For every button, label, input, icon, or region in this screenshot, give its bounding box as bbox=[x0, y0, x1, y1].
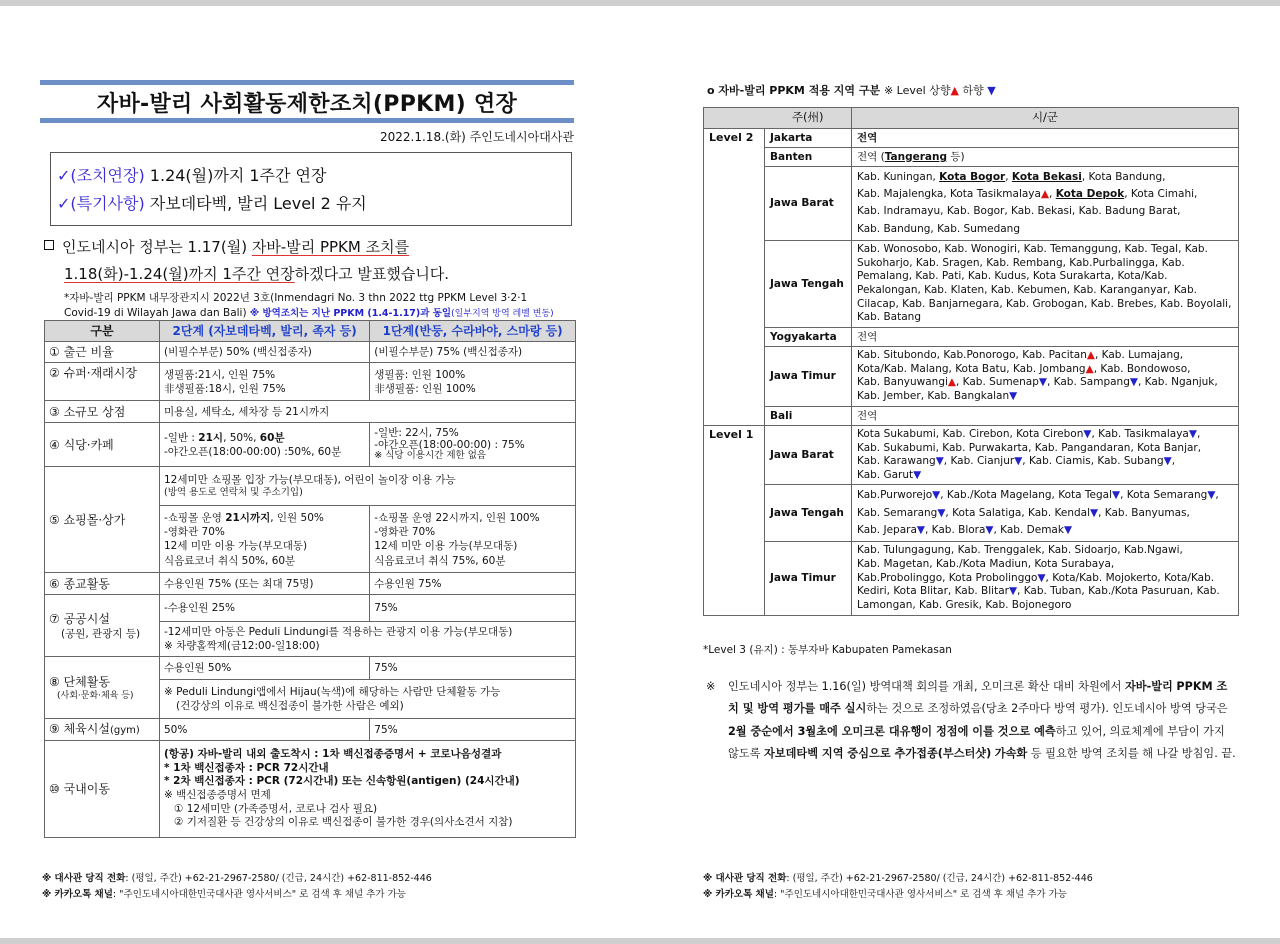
header-level2: 2단계 (자보데타벡, 발리, 족자 등) bbox=[160, 321, 370, 342]
table-row: ⑦ 공공시설 (공원, 관광지 등) -수용인원 25% 75% bbox=[45, 595, 576, 622]
region-section-heading: o 자바-발리 PPKM 적용 지역 구분 ※ Level 상향▲ 하향 ▼ bbox=[707, 84, 996, 97]
table-row: Banten 전역 (Tangerang 등) bbox=[704, 147, 1239, 166]
header-level1: 1단계(반둥, 수라바야, 스마랑 등) bbox=[370, 321, 576, 342]
bottom-frame-border bbox=[0, 938, 1280, 944]
level3-note: *Level 3 (유지) : 동부자바 Kabupaten Pamekasan bbox=[703, 644, 952, 656]
announcement-line-2: 1.18(화)-1.24(월)까지 1주간 연장하겠다고 발표했습니다. bbox=[64, 265, 450, 283]
table-row: ※ Peduli Lindungi앱에서 Hijau(녹색)에 해당하는 사람만 단체활동 가능 (건강상의 이유로 백신접종이 불가한 사람은 예외) bbox=[45, 680, 576, 719]
footer-kakao-right: ※ 카카오톡 채널: "주인도네시아대한민국대사관 영사서비스" 로 검색 후 채널 추가 가능 bbox=[703, 889, 1067, 900]
table-row: ⑨ 체육시설(gym) 50% 75% bbox=[45, 719, 576, 741]
table-row: ⑧ 단체활동 (사회·문화·체육 등) 수용인원 50% 75% bbox=[45, 657, 576, 680]
summary-box bbox=[50, 152, 572, 226]
measures-table bbox=[44, 320, 576, 838]
table-row: ① 출근 비율 (비필수부문) 50% (백신접종자) (비필수부문) 75% (백신접종자) bbox=[45, 342, 576, 363]
header-category: 구분 bbox=[45, 321, 160, 342]
table-row: Jawa Timur Kab. Situbondo, Kab.Ponorogo, Kab. Pacitan▲, Kab. Lumajang, Kota/Kab. Malang, Kota Batu, Kab. Jombang▲, Kab. Bondowoso, Kab. Banyuwangi▲, Kab. Sumenap▼, Kab. Sampang▼, Kab. Nganjuk, Kab. Jember, Kab. Bangkalan▼ bbox=[704, 347, 1239, 407]
level-up-triangle-icon: ▲ bbox=[1040, 188, 1050, 201]
table-row: Jawa Tengah Kab. Wonosobo, Kab. Wonogiri, Kab. Temanggung, Kab. Tegal, Kab. Sukoharjo, Kab. Sragen, Kab. Rembang, Kab.Purbalingga, Kab. Pemalang, Kab. Pati, Kab. Kudus, Kota Surakarta, Kota/Kab. Pekalongan, Kab. Klaten, Kab. Kebumen, Kab. Karanganyar, Kab. Cilacap, Kab. Banjarnegara, Kab. Grobogan, Kab. Brebes, Kab. Boyolali, Kab. Batang bbox=[704, 241, 1239, 328]
table-header-row bbox=[45, 321, 576, 342]
level-down-triangle-icon: ▼ bbox=[987, 84, 996, 97]
footer-phone-left: ※ 대사관 당직 전화: (평일, 주간) +62-21-2967-2580/ (긴급, 24시간) +62-811-852-446 bbox=[42, 873, 432, 884]
footer-phone-right: ※ 대사관 당직 전화: (평일, 주간) +62-21-2967-2580/ (긴급, 24시간) +62-811-852-446 bbox=[703, 873, 1093, 884]
table-row: ⑤ 쇼핑몰·상가 12세미만 쇼핑몰 입장 가능(부모대동), 어린이 놀이장 이용 가능 (방역 용도로 연락처 및 주소기입) bbox=[45, 467, 576, 506]
decree-note-line-1: *자바-발리 PPKM 내무장관지시 2022년 3호(Inmendagri No. 3 thn 2022 ttg PPKM Level 3·2·1 bbox=[64, 292, 528, 304]
table-row: Yogyakarta 전역 bbox=[704, 327, 1239, 346]
table-row: Level 1 Jawa Barat Kota Sukabumi, Kab. Cirebon, Kota Cirebon▼, Kab. Tasikmalaya▼, Kab. Sukabumi, Kab. Purwakarta, Kab. Pangandaran, Kota Banjar, Kab. Karawang▼, Kab. Cianjur▼, Kab. Ciamis, Kab. Subang▼, Kab. Garut▼ bbox=[704, 425, 1239, 485]
decree-note-line-2: Covid-19 di Wilayah Jawa dan Bali) ※ 방역조치는 지난 PPKM (1.4-1.17)과 동일(일부지역 방역 레벨 변동) bbox=[64, 307, 554, 319]
title-top-rule bbox=[40, 80, 574, 85]
table-row: Jawa Tengah Kab.Purworejo▼, Kab./Kota Magelang, Kota Tegal▼, Kota Semarang▼, Kab. Semarang▼, Kota Salatiga, Kab. Kendal▼, Kab. Banyumas, Kab. Jepara▼, Kab. Blora▼, Kab. Demak▼ bbox=[704, 485, 1239, 542]
table-row: Jawa Barat Kab. Kuningan, Kota Bogor, Kota Bekasi, Kota Bandung, Kab. Majalengka, Kota Tasikmalaya▲, Kota Depok, Kota Cimahi, Kab. Indramayu, Kab. Bogor, Kab. Bekasi, Kab. Badung Barat, Kab. Bandung, Kab. Sumedang bbox=[704, 166, 1239, 240]
table-row: ③ 소규모 상점 미용실, 세탁소, 세차장 등 21시까지 bbox=[45, 401, 576, 423]
summary-line-extension: ✓(조치연장) 1.24(월)까지 1주간 연장 bbox=[57, 166, 327, 185]
page-title: 자바-발리 사회활동제한조치(PPKM) 연장 bbox=[96, 92, 518, 117]
table-row: Level 2 Jakarta 전역 bbox=[704, 128, 1239, 147]
table-row: ⑥ 종교활동 수용인원 75% (또는 최대 75명) 수용인원 75% bbox=[45, 573, 576, 595]
square-bullet-icon bbox=[44, 240, 54, 250]
level-up-triangle-icon: ▲ bbox=[950, 84, 959, 97]
table-row: Jawa Timur Kab. Tulungagung, Kab. Trenggalek, Kab. Sidoarjo, Kab.Ngawi, Kab. Magetan, Kab./Kota Madiun, Kota Surabaya, Kab.Probolinggo, Kota Probolinggo▼, Kota/Kab. Mojokerto, Kota/Kab. Kediri, Kota Blitar, Kab. Blitar▼, Kab. Tuban, Kab./Kota Pasuruan, Kab. Lamongan, Kab. Gresik, Kab. Bojonegoro bbox=[704, 542, 1239, 615]
table-row: -쇼핑몰 운영 21시까지, 인원 50% -영화관 70% 12세 미만 이용 가능(부모대동) 식음료코너 취식 50%, 60분 -쇼핑몰 운영 22시까지, 인원 100% -영화관 70% 12세 미만 이용 가능(부모대동) 식음료코너 취식 75%, 60분 bbox=[45, 506, 576, 573]
region-table bbox=[703, 107, 1239, 616]
table-row: -12세미만 아동은 Peduli Lindungi를 적용하는 관광지 이용 가능(부모대동) ※ 차량홀짝제(금12:00-일18:00) bbox=[45, 622, 576, 657]
summary-line-special: ✓(특기사항) 자보데타벡, 발리 Level 2 유지 bbox=[57, 194, 367, 213]
table-row: Bali 전역 bbox=[704, 406, 1239, 425]
table-row: ② 슈퍼·재래시장 생필품:21시, 인원 75% 非생필품:18시, 인원 75% 생필품: 인원 100% 非생필품: 인원 100% bbox=[45, 363, 576, 401]
table-row: ④ 식당·카페 -일반 : 21시, 50%, 60분 -야간오픈(18:00-00:00) :50%, 60분 -일반: 22시, 75% -야간오픈(18:00-00:00) : 75% ※ 식당 이용시간 제한 없음 bbox=[45, 423, 576, 467]
footer-kakao-left: ※ 카카오톡 채널: "주인도네시아대한민국대사관 영사서비스" 로 검색 후 채널 추가 가능 bbox=[42, 889, 406, 900]
table-header-row: 주(州) 시/군 bbox=[704, 108, 1239, 129]
title-bottom-rule bbox=[40, 118, 574, 123]
summary-paragraph: ※ 인도네시아 정부는 1.16(일) 방역대책 회의를 개최, 오미크론 확산 대비 차원에서 자바-발리 PPKM 조치 및 방역 평가를 매주 실시하는 것으로 조정하였음(당초 2주마다 방역 평가). 인도네시아 방역 당국은 2월 중순에서 3월초에 오미크론 대유행이 정점에 이를 것으로 예측하고 있어, 의료체계에 부담이 가지 않도록 자보데타벡 지역 중심으로 추가접종(부스터샷) 가속화 등 필요한 방역 조치를 해 나갈 방침임. 끝. bbox=[706, 680, 1236, 761]
table-row: ⑩ 국내이동 (항공) 자바-발리 내외 출도착시 : 1차 백신접종증명서 + 코로나음성결과 * 1차 백신접종자 : PCR 72시간내 * 2차 백신접종자 : PCR (72시간내) 또는 신속항원(antigen) (24시간내) ※ 백신접종증명서 면제 ① 12세미만 (가족증명서, 코로나 검사 필요) ② 기저질환 등 건강상의 이유로 백신접종이 불가한 경우(의사소견서 지참) bbox=[45, 740, 576, 837]
issue-date: 2022.1.18.(화) 주인도네시아대사관 bbox=[380, 130, 574, 144]
top-frame-border bbox=[0, 0, 1280, 6]
announcement-line-1: 인도네시아 정부는 1.17(월) 자바-발리 PPKM 조치를 bbox=[44, 236, 409, 257]
